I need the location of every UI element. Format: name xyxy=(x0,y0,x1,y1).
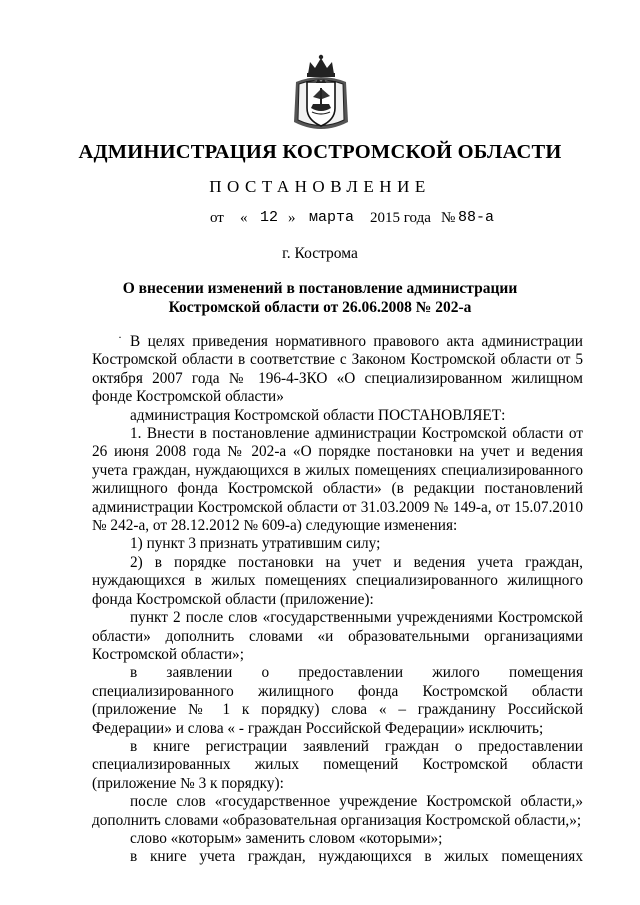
paragraph: пункт 2 после слов «государственными учреждениями Костромской области» дополнить словами «и образовательными организациями Костромской области»; xyxy=(92,609,583,663)
paragraph: слово «которым» заменить словом «которыми»; xyxy=(130,829,443,847)
date-close-quote: » xyxy=(288,210,296,226)
paragraph: в заявлении о предоставлении жилого помещения специализированного жилищного фонда Костромской области (приложение № 1 к порядку) слова « – гражданину Российской Федерации» и слова « - граждан Российской Федерации» исключить; xyxy=(92,664,583,737)
date-month: марта xyxy=(309,209,355,226)
organization-name: АДМИНИСТРАЦИЯ КОСТРОМСКОЙ ОБЛАСТИ xyxy=(78,141,562,163)
title-line: Костромской области от 26.06.2008 № 202-а xyxy=(168,299,472,316)
paragraph: в книге регистрации заявлений граждан о предоставлении специализированных жилых помещений Костромской области (приложение № 3 к порядку): xyxy=(92,737,583,792)
document-type: ПОСТАНОВЛЕНИЕ xyxy=(209,177,431,196)
document-title xyxy=(80,279,560,317)
document-dateline xyxy=(0,210,640,234)
paragraph: 1) пункт 3 признать утратившим силу; xyxy=(130,535,381,553)
title-line: О внесении изменений в постановление администрации xyxy=(122,280,518,297)
paragraph: администрация Костромской области ПОСТАНОВЛЯЕТ: xyxy=(130,406,506,424)
paragraph: В целях приведения нормативного правового акта администрации Костромской области в соответствие с Законом Костромской области от 5 октября 2007 года № 196-4-ЗКО «О специализированном жилищном фонде Костромской области» xyxy=(92,333,583,406)
document-body xyxy=(92,333,583,867)
document-number: 88-а xyxy=(458,209,495,226)
paragraph: в книге учета граждан, нуждающихся в жилых помещениях xyxy=(130,848,583,866)
paragraph: 1. Внести в постановление администрации Костромской области от 26 июня 2008 года № 202-а «О порядке постановки на учет и ведения учета граждан, нуждающихся в жилых помещениях специализированного жилищного фонда Костромской области» (в редакции постановлений администрации Костромской области от 31.03.2009 № 149-а, от 15.07.2010 № 242-а, от 28.12.2012 № 609-а) следующие изменения: xyxy=(92,425,583,535)
date-open-quote: « xyxy=(240,210,248,226)
kostroma-coat-of-arms-icon xyxy=(290,52,352,138)
margin-mark: · xyxy=(118,330,122,344)
date-prefix: от xyxy=(210,210,224,226)
number-sign: № xyxy=(441,210,456,226)
date-day: 12 xyxy=(260,209,279,226)
city: г. Кострома xyxy=(282,245,358,262)
paragraph: 2) в порядке постановки на учет и ведения учета граждан, нуждающихся в жилых помещениях специализированного жилищного фонда Костромской области (приложение): xyxy=(92,553,583,608)
paragraph: после слов «государственное учреждение Костромской области,» дополнить словами «образовательная организация Костромской области,»; xyxy=(92,793,583,829)
date-year: 2015 года xyxy=(370,210,431,226)
